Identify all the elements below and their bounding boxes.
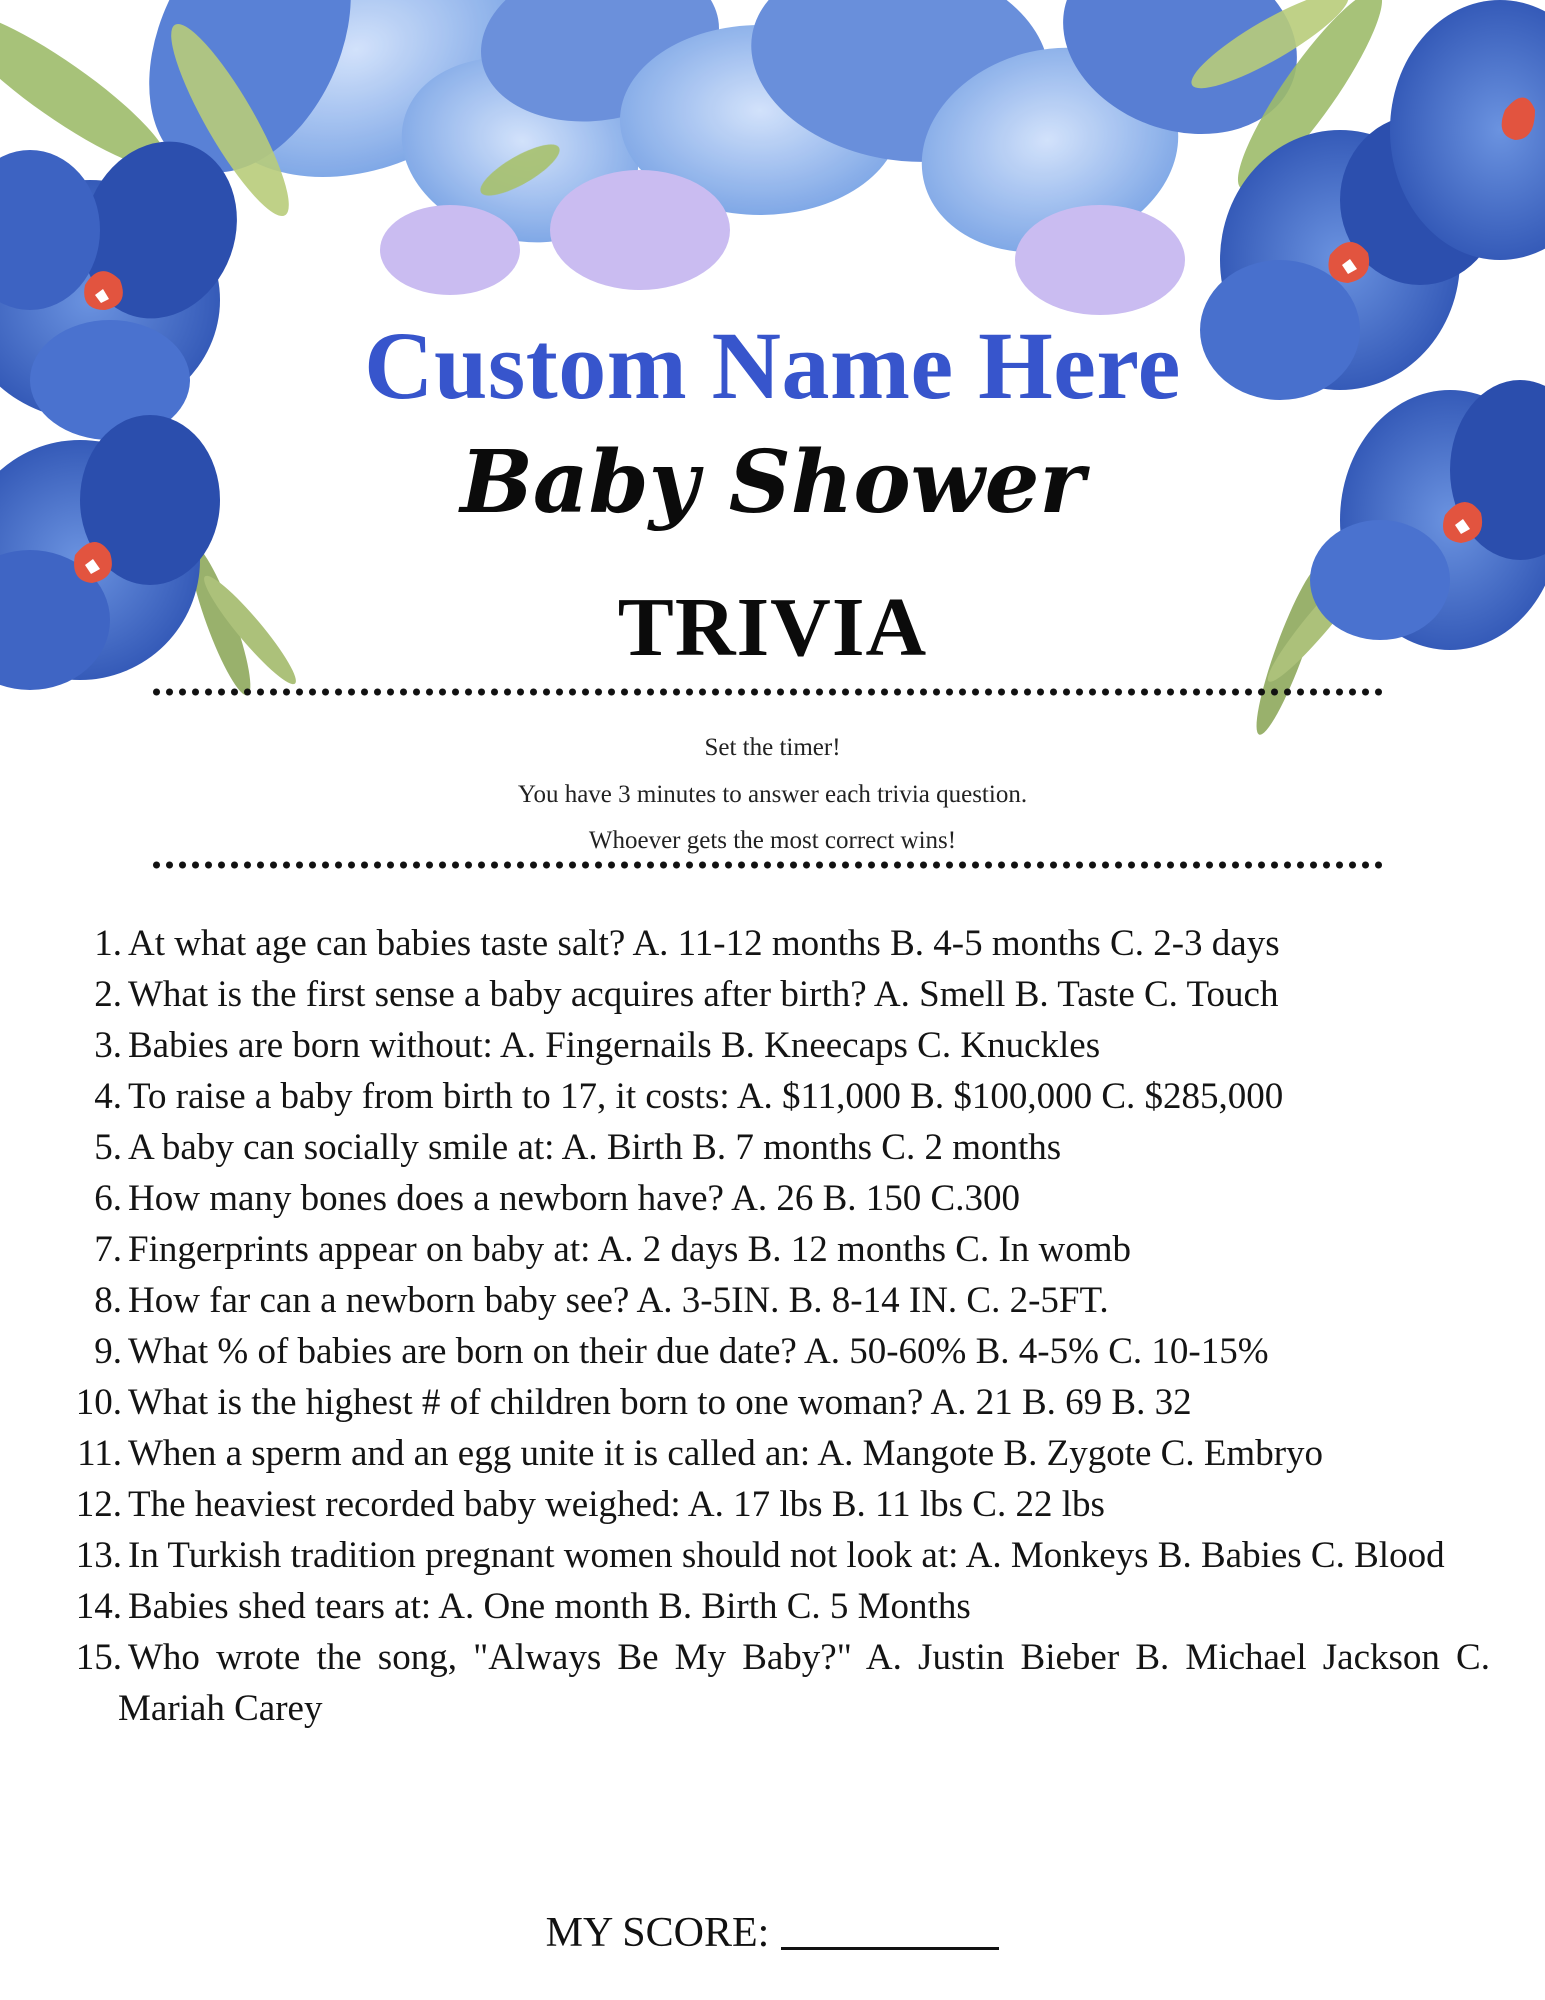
- question-item: [60, 1581, 1490, 1632]
- question-number: 12.: [75, 1484, 122, 1525]
- question-item: [60, 1479, 1490, 1530]
- question-number: 3.: [94, 1025, 122, 1066]
- question-text: Who wrote the song, "Always Be My Baby?" A. Justin Bieber B. Michael Jackson C. Mariah Carey: [118, 1637, 1490, 1729]
- question-text: In Turkish tradition pregnant women should not look at: A. Monkeys B. Babies C. Blood: [128, 1535, 1445, 1576]
- question-text: How many bones does a newborn have? A. 26 B. 150 C.300: [128, 1178, 1020, 1219]
- question-number: 9.: [94, 1331, 122, 1372]
- question-number: 11.: [77, 1433, 122, 1474]
- question-item: [60, 1122, 1490, 1173]
- question-text: What % of babies are born on their due date? A. 50-60% B. 4-5% C. 10-15%: [128, 1331, 1269, 1372]
- question-item: [60, 1530, 1490, 1581]
- custom-name-title: Custom Name Here: [364, 312, 1181, 419]
- question-text: When a sperm and an egg unite it is called an: A. Mangote B. Zygote C. Embryo: [128, 1433, 1324, 1474]
- question-item: [60, 1173, 1490, 1224]
- question-item: [60, 1428, 1490, 1479]
- question-text: A baby can socially smile at: A. Birth B. 7 months C. 2 months: [128, 1127, 1062, 1168]
- score-label: MY SCORE:: [545, 1910, 770, 1956]
- question-item: [60, 1071, 1490, 1122]
- question-text: Babies are born without: A. Fingernails B. Kneecaps C. Knuckles: [128, 1025, 1101, 1066]
- question-number: 2.: [94, 974, 122, 1015]
- question-number: 5.: [94, 1127, 122, 1168]
- question-item: [60, 969, 1490, 1020]
- question-item: [60, 1275, 1490, 1326]
- question-text: To raise a baby from birth to 17, it costs: A. $11,000 B. $100,000 C. $285,000: [128, 1076, 1284, 1117]
- question-text: How far can a newborn baby see? A. 3-5IN. B. 8-14 IN. C. 2-5FT.: [128, 1280, 1109, 1321]
- instruction-line: Set the timer!: [704, 734, 841, 761]
- question-text: Fingerprints appear on baby at: A. 2 days B. 12 months C. In womb: [128, 1229, 1132, 1270]
- question-item: [60, 918, 1490, 969]
- question-number: 15.: [75, 1637, 122, 1678]
- instruction-line: You have 3 minutes to answer each trivia question.: [517, 781, 1028, 808]
- question-number: 10.: [75, 1382, 122, 1423]
- dotted-divider-top: [150, 687, 1382, 697]
- question-text: What is the first sense a baby acquires after birth? A. Smell B. Taste C. Touch: [128, 974, 1279, 1015]
- question-item: [60, 1020, 1490, 1071]
- my-score: [0, 1912, 1545, 1954]
- question-item: [60, 1632, 1490, 1734]
- question-number: 1.: [94, 923, 122, 964]
- question-text: Babies shed tears at: A. One month B. Birth C. 5 Months: [128, 1586, 971, 1627]
- question-number: 6.: [94, 1178, 122, 1219]
- question-item: [60, 1377, 1490, 1428]
- question-number: 4.: [94, 1076, 122, 1117]
- baby-shower-subtitle: Baby Shower: [460, 432, 1085, 533]
- trivia-heading: TRIVIA: [617, 581, 928, 674]
- question-text: The heaviest recorded baby weighed: A. 17 lbs B. 11 lbs C. 22 lbs: [128, 1484, 1105, 1525]
- question-number: 14.: [75, 1586, 122, 1627]
- score-blank-line: [781, 1947, 999, 1950]
- question-number: 7.: [94, 1229, 122, 1270]
- dotted-divider-bottom: [150, 860, 1382, 870]
- question-number: 8.: [94, 1280, 122, 1321]
- question-number: 13.: [75, 1535, 122, 1576]
- question-list: [60, 918, 1490, 1734]
- question-item: [60, 1224, 1490, 1275]
- question-text: What is the highest # of children born to one woman? A. 21 B. 69 B. 32: [128, 1382, 1192, 1423]
- instruction-line: Whoever gets the most correct wins!: [588, 827, 957, 854]
- question-text: At what age can babies taste salt? A. 11-12 months B. 4-5 months C. 2-3 days: [128, 923, 1280, 964]
- question-item: [60, 1326, 1490, 1377]
